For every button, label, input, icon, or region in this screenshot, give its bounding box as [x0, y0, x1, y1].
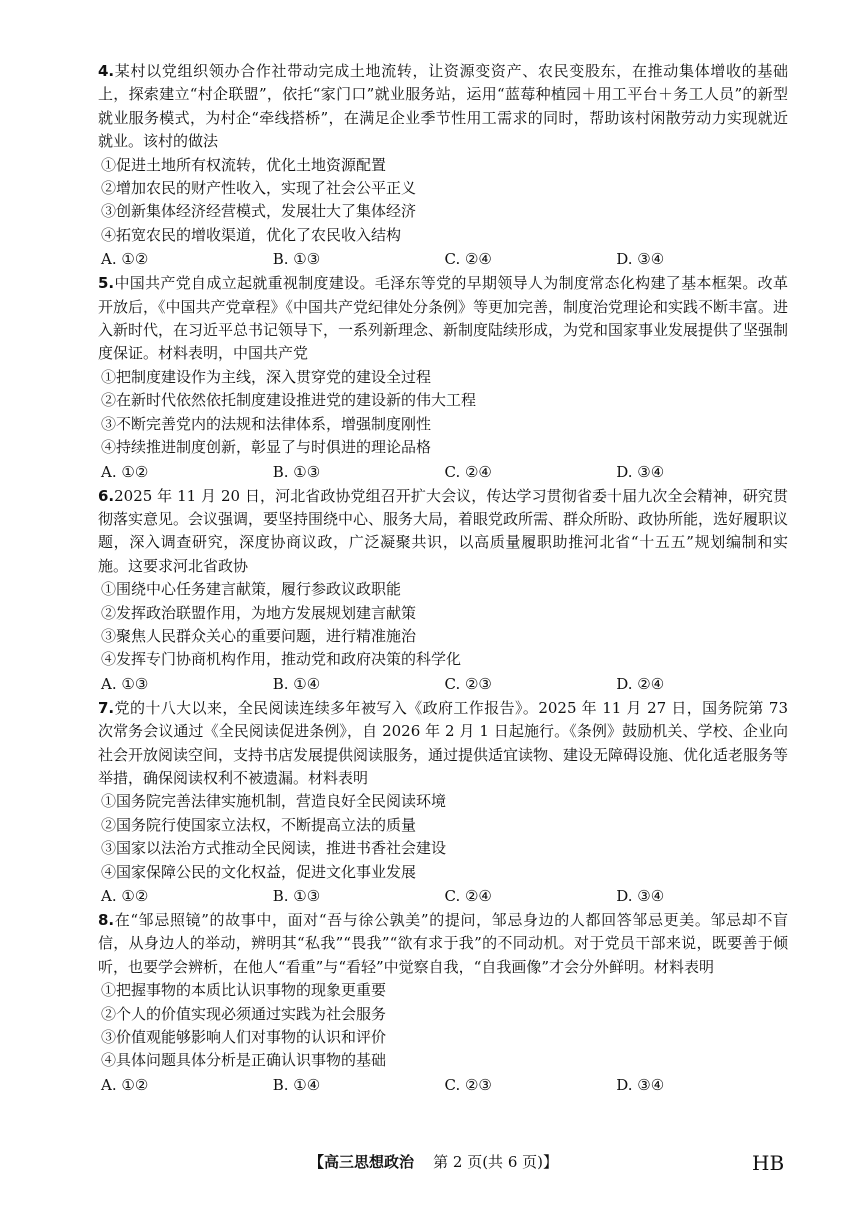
answer-choice-c: C. ②④: [444, 887, 492, 905]
answer-choice-b: B. ①③: [272, 462, 321, 481]
answer-choice-a: A. ①②: [101, 250, 149, 269]
question-text: 中国共产党自成立起就重视制度建设。毛泽东等党的早期领导人为制度常态化构建了基本框架。改革开放后，《中国共产党章程》《中国共产党纪律处分条例》等更加完善，制度治党理论和实践不断丰富。进入新时代，在习近平总书记领导下，一系列新理念、新制度陆续形成，为党和国家事业发展提供了坚强制度保证。材料表明，中国共产党: [98, 274, 789, 363]
answer-choices: [98, 884, 788, 908]
question-4: [98, 60, 788, 271]
page-footer: [0, 1151, 867, 1173]
statement-option: ④发挥专门协商机构作用，推动党和政府决策的科学化: [101, 650, 462, 669]
question-5: [98, 272, 788, 483]
statement-option: ③价值观能够影响人们对事物的认识和评价: [101, 1028, 387, 1047]
answer-choice-d: D. ③④: [616, 887, 665, 905]
question-text: 党的十八大以来，全民阅读连续多年被写入《政府工作报告》。2025 年 11 月 27 日，国务院第 73 次常务会议通过《全民阅读促进条例》，自 2026 年 2 月 1 日起施行。《条例》鼓励机关、学校、企业向社会开放阅读空间，支持书店发展提供阅读服务，通过提供适宜读物、建设无障碍设施、优化适老服务等举措，确保阅读权利不被遗漏。材料表明: [98, 698, 789, 787]
statement-option: ④具体问题具体分析是正确认识事物的基础: [101, 1051, 387, 1070]
question-stem: [98, 485, 788, 579]
question-7: [98, 697, 788, 908]
question-number: 7.: [98, 698, 115, 717]
statement-option: ②个人的价值实现必须通过实践为社会服务: [101, 1004, 387, 1023]
question-number: 5.: [98, 274, 115, 293]
statement-option: ②增加农民的财产性收入，实现了社会公平正义: [101, 179, 417, 198]
answer-choices: [98, 460, 788, 484]
answer-choice-c: C. ②④: [444, 462, 492, 481]
question-number: 8.: [98, 911, 115, 929]
footer-page-number: 第 2 页(共 6 页)】: [433, 1153, 558, 1171]
question-8: [98, 909, 788, 1097]
answer-choice-b: B. ①④: [272, 1075, 321, 1094]
answer-choices: [98, 1073, 788, 1097]
statement-option: ①围绕中心任务建言献策，履行参政议政职能: [101, 580, 402, 599]
statement-option: ③国家以法治方式推动全民阅读，推进书香社会建设: [101, 839, 447, 858]
answer-choices: [98, 247, 788, 271]
statement-option: ③创新集体经济经营模式，发展壮大了集体经济: [101, 202, 417, 221]
statement-option: ④持续推进制度创新，彰显了与时俱进的理论品格: [101, 438, 432, 457]
question-6: [98, 485, 788, 696]
answer-choice-b: B. ①③: [272, 250, 321, 269]
statement-option: ①把制度建设作为主线，深入贯穿党的建设全过程: [101, 367, 432, 386]
question-stem: [98, 697, 788, 791]
footer-subject: 【高三思想政治: [309, 1153, 415, 1171]
question-list: [98, 60, 788, 1098]
answer-choice-a: A. ①③: [101, 674, 149, 693]
answer-choice-a: A. ①②: [101, 462, 149, 481]
question-text: 2025 年 11 月 20 日，河北省政协党组召开扩大会议，传达学习贯彻省委十届九次全会精神，研究贯彻落实意见。会议强调，要坚持围绕中心、服务大局，着眼党政所需、群众所盼、政协所能，选好履职议题，深入调查研究，深度协商议政，广泛凝聚共识，以高质量履职助推河北省“十五五”规划编制和实施。这要求河北省政协: [98, 486, 789, 575]
answer-choice-a: A. ①②: [101, 1075, 149, 1094]
statement-option: ④国家保障公民的文化权益，促进文化事业发展: [101, 862, 417, 881]
answer-choice-c: C. ②③: [444, 674, 492, 693]
question-stem: [98, 60, 788, 154]
answer-choice-d: D. ③④: [616, 250, 665, 269]
answer-choice-b: B. ①④: [272, 674, 321, 693]
statement-option: ④拓宽农民的增收渠道，优化了农民收入结构: [101, 225, 402, 244]
answer-choice-c: C. ②④: [444, 250, 492, 269]
answer-choice-c: C. ②③: [444, 1075, 492, 1094]
answer-choice-a: A. ①②: [101, 887, 149, 905]
statement-option: ①促进土地所有权流转，优化土地资源配置: [101, 155, 387, 174]
question-stem: [98, 272, 788, 366]
answer-choice-d: D. ③④: [616, 1075, 665, 1094]
question-stem: [98, 909, 788, 979]
answer-choice-d: D. ③④: [616, 462, 665, 481]
statement-option: ①国务院完善法律实施机制，营造良好全民阅读环境: [101, 792, 447, 811]
statement-option: ②在新时代依然依托制度建设推进党的建设新的伟大工程: [101, 391, 477, 410]
statement-option: ①把握事物的本质比认识事物的现象更重要: [101, 981, 387, 1000]
statement-option: ③不断完善党内的法规和法律体系，增强制度刚性: [101, 414, 432, 433]
statement-option: ②发挥政治联盟作用，为地方发展规划建言献策: [101, 603, 417, 622]
statement-option: ②国务院行使国家立法权，不断提高立法的质量: [101, 815, 417, 834]
answer-choice-b: B. ①③: [272, 887, 321, 905]
question-text: 在“邹忌照镜”的故事中，面对“吾与徐公孰美”的提问，邹忌身边的人都回答邹忌更美。邹忌却不盲信，从身边人的举动，辨明其“私我”“畏我”“欲有求于我”的不同动机。对于党员干部来说，既要善于倾听，也要学会辨析，在他人“看重”与“看轻”中觉察自我，“自我画像”才会分外鲜明。材料表明: [98, 911, 788, 976]
answer-choices: [98, 672, 788, 696]
answer-choice-d: D. ②④: [616, 674, 665, 693]
question-text: 某村以党组织领办合作社带动完成土地流转，让资源变资产、农民变股东，在推动集体增收的基础上，探索建立“村企联盟”，依托“家门口”就业服务站，运用“蓝莓种植园＋用工平台＋务工人员”的新型就业服务模式，为村企“牵线搭桥”，在满足企业季节性用工需求的同时，帮助该村闲散劳动力实现就近就业。该村的做法: [98, 62, 788, 151]
question-number: 4.: [98, 62, 115, 80]
question-number: 6.: [98, 486, 115, 505]
footer-code: HB: [752, 1151, 785, 1175]
statement-option: ③聚焦人民群众关心的重要问题，进行精准施治: [101, 626, 417, 645]
